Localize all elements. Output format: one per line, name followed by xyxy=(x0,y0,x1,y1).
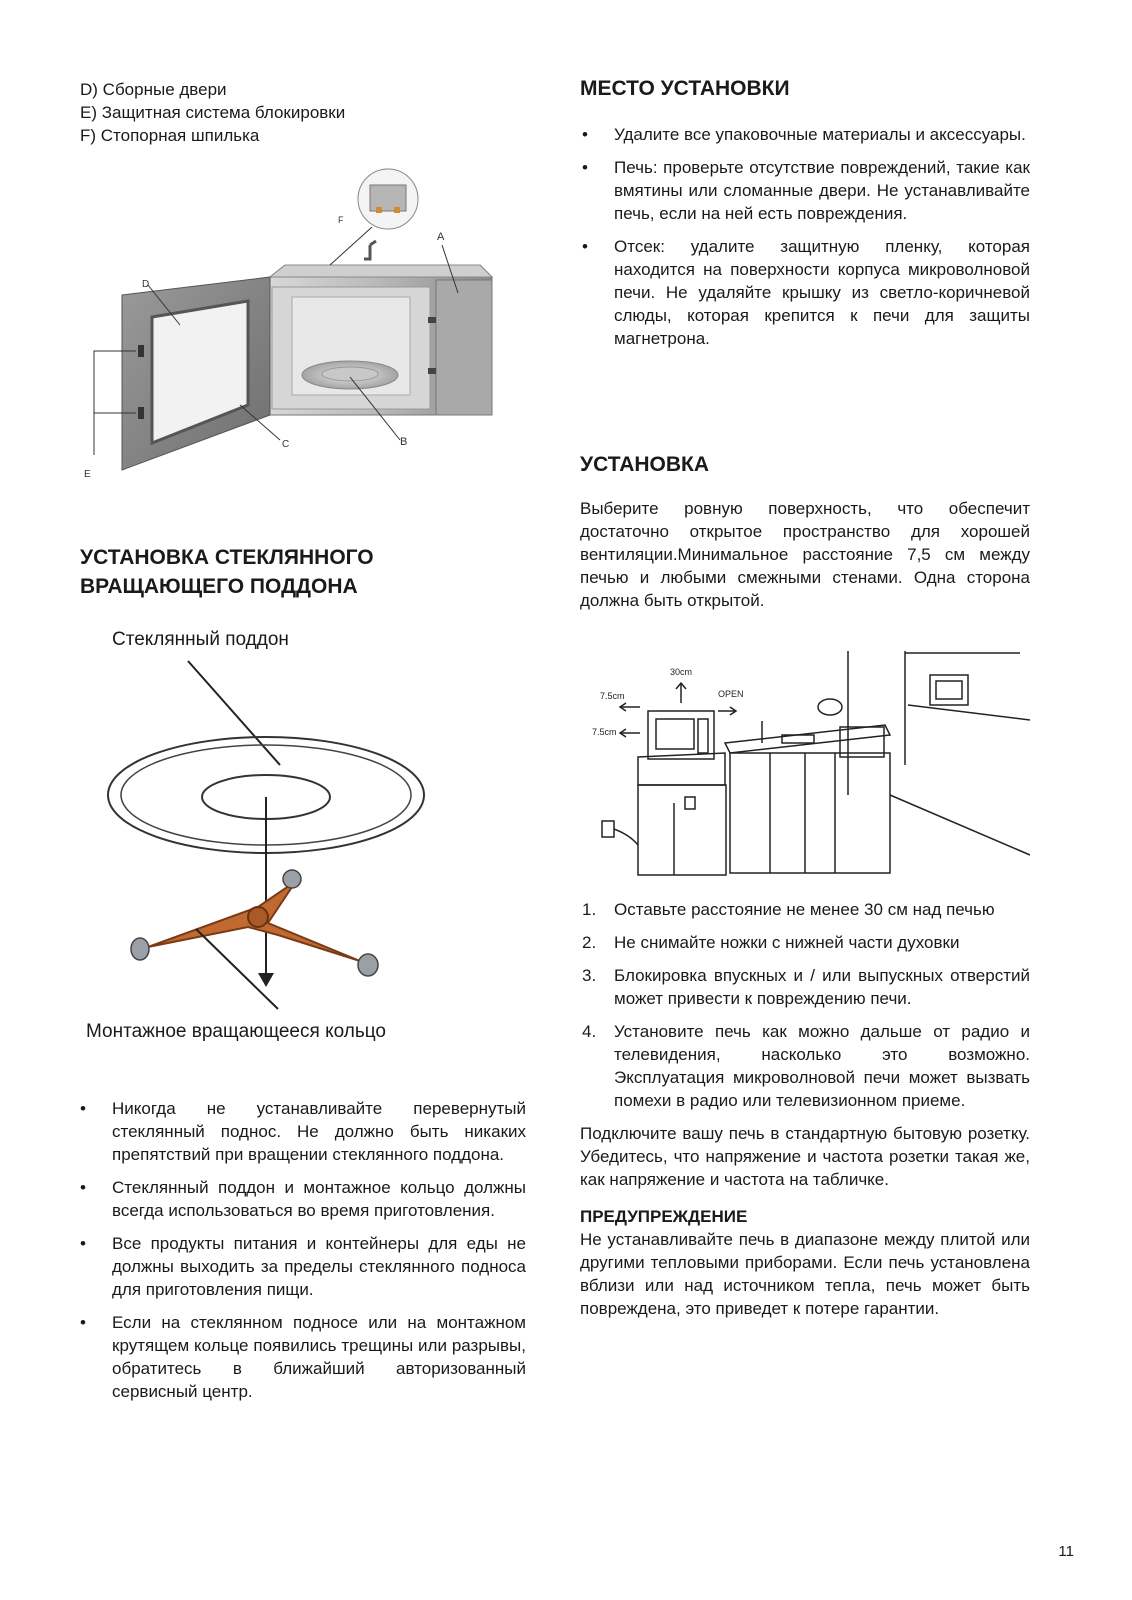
parts-list-item-f: F) Стопорная шпилька xyxy=(80,126,260,145)
location-heading: МЕСТО УСТАНОВКИ xyxy=(580,77,790,100)
clearance-side-label: 7.5cm xyxy=(600,691,625,701)
location-bullet: • Удалите все упаковочные материалы и аксессуары. xyxy=(580,123,1030,146)
page-number: 11 xyxy=(1058,1543,1074,1560)
turntable-heading xyxy=(80,543,540,601)
turntable-heading-line1: УСТАНОВКА СТЕКЛЯННОГО xyxy=(80,546,374,569)
turntable-bullet: • Стеклянный поддон и монтажное кольцо должны всегда использоваться во время приготовления. xyxy=(78,1176,526,1222)
location-bullet: • Отсек: удалите защитную пленку, которая находится на поверхности корпуса микроволновой печи. Не удаляйте крышку из светло-коричневой слюды, которая крепится к печи для защиты магнетрона. xyxy=(580,235,1030,350)
turntable-diagram xyxy=(100,655,440,1010)
installation-steps xyxy=(580,898,1030,1320)
step-item: 4. Установите печь как можно дальше от радио и телевидения, насколько это возможно. Эксплуатация микроволновой печи может вызвать помехи в радио или телевизионном приеме. xyxy=(582,1022,1030,1110)
turntable-heading-line2: ВРАЩАЮЩЕГО ПОДДОНА xyxy=(80,575,358,598)
parts-list xyxy=(80,78,345,147)
svg-text:F: F xyxy=(338,215,344,225)
open-side-label: OPEN xyxy=(718,689,744,699)
location-bullet: • Печь: проверьте отсутствие повреждений, такие как вмятины или сломанные двери. Не устанавливайте печь, если на ней есть повреждения. xyxy=(580,156,1030,225)
step-item: 3. Блокировка впускных и / или выпускных отверстий может привести к повреждению печи. xyxy=(582,966,1030,1008)
parts-list-item-d: D) Сборные двери xyxy=(80,80,227,99)
svg-text:B: B xyxy=(400,436,408,448)
svg-text:A: A xyxy=(437,231,445,243)
svg-text:C: C xyxy=(282,439,290,450)
turntable-bullet: • Никогда не устанавливайте перевернутый стеклянный поднос. Не должно быть никаких препятствий при вращении стеклянного поддона. xyxy=(78,1097,526,1166)
svg-text:E: E xyxy=(84,469,91,480)
step-item: 2. Не снимайте ножки с нижней части духовки xyxy=(582,933,960,952)
location-section xyxy=(580,74,1030,360)
microwave-parts-diagram xyxy=(80,165,530,490)
installation-intro: Выберите ровную поверхность, что обеспечит достаточно открытое пространство для хорошей вентиляции.Минимальное расстояние 7,5 см между печью и любыми смежными стенами. Одна сторона должна быть открытой. xyxy=(580,499,1030,610)
clearance-back-label: 7.5cm xyxy=(592,727,617,737)
glass-tray-label: Стеклянный поддон xyxy=(112,629,289,650)
rotating-ring-icon xyxy=(131,870,378,976)
turntable-bullets xyxy=(78,1097,526,1413)
turntable-bullet: • Если на стеклянном подносе или на монтажном крутящем кольце появились трещины или разрывы, обратитесь в ближайший авторизованный сервисный центр. xyxy=(78,1311,526,1403)
connect-paragraph: Подключите вашу печь в стандартную бытовую розетку. Убедитесь, что напряжение и частота розетки такая же, как напряжение и частота на табличке. xyxy=(580,1124,1030,1189)
installation-heading: УСТАНОВКА xyxy=(580,453,710,476)
warning-heading: ПРЕДУПРЕЖДЕНИЕ xyxy=(580,1207,748,1226)
mounting-ring-label: Монтажное вращающееся кольцо xyxy=(86,1021,386,1042)
step-item: 1. Оставьте расстояние не менее 30 см над печью xyxy=(582,900,995,919)
installation-section xyxy=(580,450,1030,612)
svg-text:D: D xyxy=(142,279,150,290)
kitchen-installation-diagram xyxy=(590,645,1030,880)
clearance-top-label: 30cm xyxy=(670,667,693,677)
warning-paragraph: Не устанавливайте печь в диапазоне между плитой или другими тепловыми приборами. Если печь установлена вблизи или над источником тепла, печь может быть повреждена, это приведет к потере гарантии. xyxy=(580,1230,1030,1318)
parts-list-item-e: E) Защитная система блокировки xyxy=(80,103,346,122)
turntable-bullet: • Все продукты питания и контейнеры для еды не должны выходить за пределы стеклянного подноса для приготовления пищи. xyxy=(78,1232,526,1301)
